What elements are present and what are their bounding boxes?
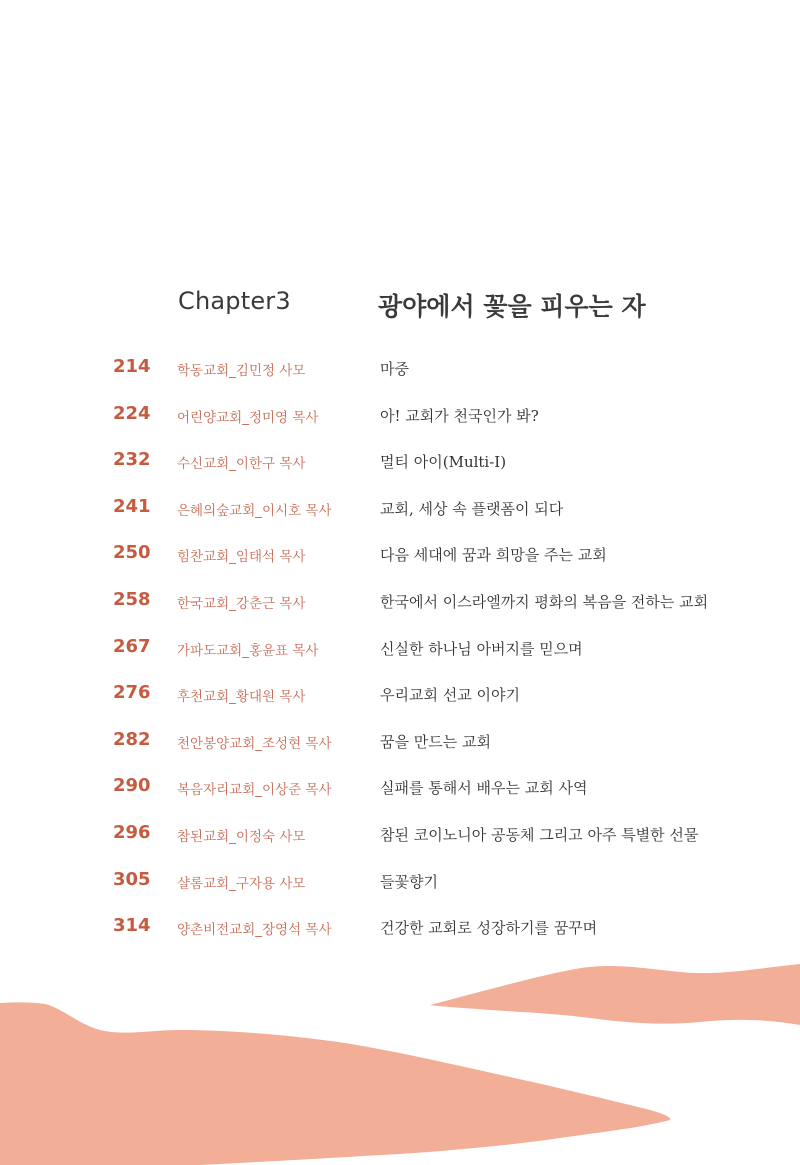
entry-title: 신실한 하나님 아버지를 믿으며	[380, 639, 583, 658]
page-number: 241	[113, 495, 151, 517]
entry-title: 실패를 통해서 배우는 교회 사역	[380, 779, 588, 798]
entry-title: 건강한 교회로 성장하기를 꿈꾸며	[380, 919, 598, 938]
page-number: 267	[113, 635, 151, 657]
chapter-title: 광야에서 꽃을 피우는 자	[378, 292, 646, 321]
toc-entry[interactable]	[0, 865, 800, 912]
church-author: 한국교회_강춘근 목사	[177, 595, 306, 612]
church-author: 수신교회_이한구 목사	[177, 456, 306, 473]
page-number: 258	[113, 588, 151, 610]
decorative-wave-graphic	[0, 940, 800, 1165]
church-author: 가파도교회_홍윤표 목사	[177, 642, 319, 659]
page-number: 282	[113, 728, 151, 750]
entry-title: 아! 교회가 천국인가 봐?	[380, 406, 539, 425]
toc-entry[interactable]	[0, 538, 800, 585]
church-author: 은혜의숲교회_이시호 목사	[177, 502, 332, 519]
wave-lower	[0, 1002, 670, 1165]
chapter-label: Chapter3	[178, 287, 291, 315]
church-author: 샬롬교회_구자용 사모	[177, 875, 306, 892]
toc-entry[interactable]	[0, 632, 800, 679]
page-number: 305	[113, 868, 151, 890]
church-author: 어린양교회_정미영 목사	[177, 409, 319, 426]
page-number: 224	[113, 402, 151, 424]
entry-title: 들꽃향기	[380, 872, 438, 891]
entry-title: 멀티 아이(Multi-I)	[380, 453, 507, 472]
wave-upper-right	[430, 964, 800, 1025]
toc-entry[interactable]	[0, 678, 800, 725]
entry-title: 우리교회 선교 이야기	[380, 686, 520, 705]
entry-title: 다음 세대에 꿈과 희망을 주는 교회	[380, 546, 607, 565]
church-author: 참된교회_이정숙 사모	[177, 828, 306, 845]
chapter-header	[0, 283, 800, 327]
toc-entry[interactable]	[0, 445, 800, 492]
church-author: 복음자리교회_이상준 목사	[177, 782, 332, 799]
entry-title: 마중	[380, 360, 409, 378]
toc-entry[interactable]	[0, 352, 800, 399]
page-number: 290	[113, 775, 151, 797]
church-author: 후천교회_황대원 목사	[177, 689, 306, 706]
entry-title: 한국에서 이스라엘까지 평화의 복음을 전하는 교회	[380, 592, 709, 611]
toc-entry[interactable]	[0, 771, 800, 818]
toc-entry[interactable]	[0, 725, 800, 772]
church-author: 천안봉양교회_조성현 목사	[177, 735, 332, 752]
toc-entry[interactable]	[0, 492, 800, 539]
toc-entry[interactable]	[0, 585, 800, 632]
page-number: 296	[113, 821, 151, 843]
toc-entry[interactable]	[0, 399, 800, 446]
page-number: 232	[113, 449, 151, 471]
entry-title: 참된 코이노니아 공동체 그리고 아주 특별한 선물	[380, 825, 699, 844]
entry-title: 꿈을 만드는 교회	[380, 732, 491, 751]
toc-entry[interactable]	[0, 818, 800, 865]
church-author: 힘찬교회_임태석 목사	[177, 549, 306, 566]
page-number: 314	[113, 915, 151, 937]
page-number: 214	[113, 356, 151, 377]
page-number: 276	[113, 682, 151, 704]
entry-title: 교회, 세상 속 플랫폼이 되다	[380, 499, 564, 518]
page-number: 250	[113, 542, 151, 564]
church-author: 학동교회_김민정 사모	[177, 363, 306, 379]
church-author: 양촌비전교회_장영석 목사	[177, 922, 332, 939]
table-of-contents	[0, 352, 800, 958]
